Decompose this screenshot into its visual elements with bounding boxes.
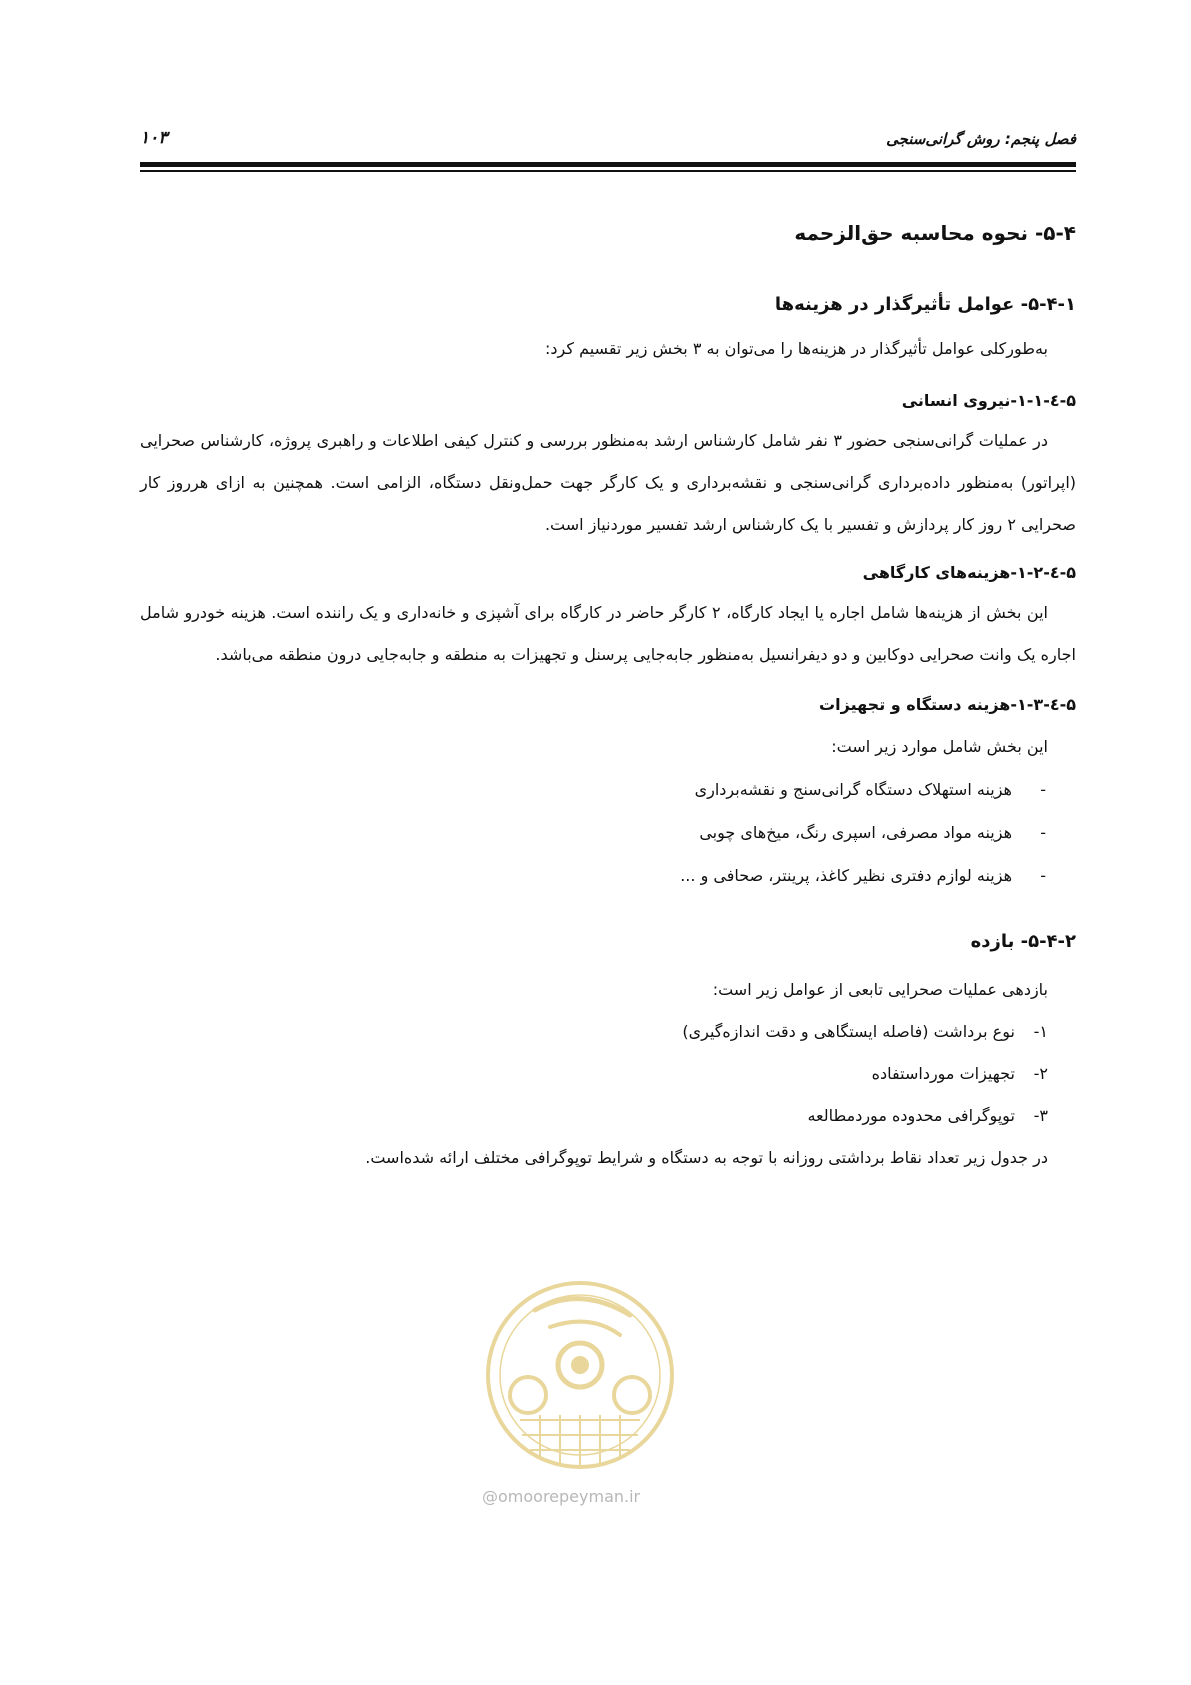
list-item-text: تجهیزات مورداستفاده [871, 1064, 1015, 1083]
header-rule-thin [140, 170, 1076, 172]
part-3-heading: ۵-٤-۱-۳-هزینه دستگاه و تجهیزات [819, 695, 1076, 714]
list-bullet: - [1040, 866, 1046, 885]
chapter-title: فصل پنجم: روش گرانی‌سنجی [886, 130, 1076, 148]
subsection-1-heading: ۵-۴-۱- عوامل تأثیرگذار در هزینه‌ها [774, 294, 1076, 315]
list-item-text: توپوگرافی محدوده موردمطالعه [807, 1106, 1015, 1125]
equipment-cost-list [140, 768, 1076, 897]
list-item [140, 1053, 1048, 1095]
header-rule-thick [140, 162, 1076, 167]
list-bullet: - [1040, 780, 1046, 799]
list-item [140, 768, 1046, 811]
list-item-text: هزینه لوازم دفتری نظیر کاغذ، پرینتر، صحافی و ... [680, 866, 1012, 885]
part-3-intro: این بخش شامل موارد زیر است: [831, 737, 1048, 756]
part-1-paragraph: در عملیات گرانی‌سنجی حضور ۳ نفر شامل کارشناس ارشد به‌منظور بررسی و کنترل کیفی اطلاعات و راهبری پروژه، کارشناس صحرایی (اپراتور) به‌منظور داده‌برداری گرانی‌سنجی و نقشه‌برداری و یک کارگر جهت حمل‌ونقل دستگاه، الزامی است. همچنین به ازای هرروز کار صحرایی ۲ روز کار پردازش و تفسیر با یک کارشناس ارشد تفسیر موردنیاز است. [140, 431, 1076, 534]
section-heading: ۵-۴- نحوه محاسبه حق‌الزحمه [794, 221, 1076, 245]
page-header [140, 128, 1076, 156]
list-number: ۲- [1033, 1064, 1048, 1083]
subsection-2-closing: در جدول زیر تعداد نقاط برداشتی روزانه با توجه به دستگاه و شرایط توپوگرافی مختلف ارائه شده‌است. [365, 1148, 1048, 1167]
page-number: ۱۰۳ [140, 128, 168, 148]
subsection-2-intro: بازدهی عملیات صحرایی تابعی از عوامل زیر است: [712, 980, 1048, 999]
list-item [140, 811, 1046, 854]
subsection-1-intro: به‌طورکلی عوامل تأثیرگذار در هزینه‌ها را می‌توان به ۳ بخش زیر تقسیم کرد: [545, 339, 1048, 358]
list-item [140, 854, 1046, 897]
list-item-text: هزینه مواد مصرفی، اسپری رنگ، میخ‌های چوبی [699, 823, 1012, 842]
list-item-text: هزینه استهلاک دستگاه گرانی‌سنج و نقشه‌برداری [694, 780, 1012, 799]
part-2-heading: ۵-٤-۱-۲-هزینه‌های کارگاهی [862, 563, 1076, 582]
watermark-url: @omoorepeyman.ir [482, 1487, 641, 1506]
part-2-paragraph: این بخش از هزینه‌ها شامل اجاره یا ایجاد کارگاه، ۲ کارگر حاضر در کارگاه برای آشپزی و خانه‌داری و یک راننده است. هزینه خودرو شامل اجاره یک وانت صحرایی دوکابین و دو دیفرانسیل به‌منظور جابه‌جایی پرسنل و تجهیزات به منطقه و جابه‌جایی درون منطقه می‌باشد. [140, 603, 1076, 664]
list-item [140, 1095, 1048, 1137]
subsection-2-heading: ۵-۴-۲- بازده [970, 931, 1076, 952]
list-number: ۱- [1033, 1022, 1048, 1041]
efficiency-factors-list [140, 1011, 1076, 1137]
watermark-seal [480, 1265, 680, 1485]
list-item [140, 1011, 1048, 1053]
list-bullet: - [1040, 823, 1046, 842]
page-content [140, 215, 1076, 1179]
list-item-text: نوع برداشت (فاصله ایستگاهی و دقت اندازه‌گیری) [682, 1022, 1015, 1041]
part-1-heading: ۵-٤-۱-۱-نیروی انسانی [901, 391, 1076, 410]
list-number: ۳- [1033, 1106, 1048, 1125]
